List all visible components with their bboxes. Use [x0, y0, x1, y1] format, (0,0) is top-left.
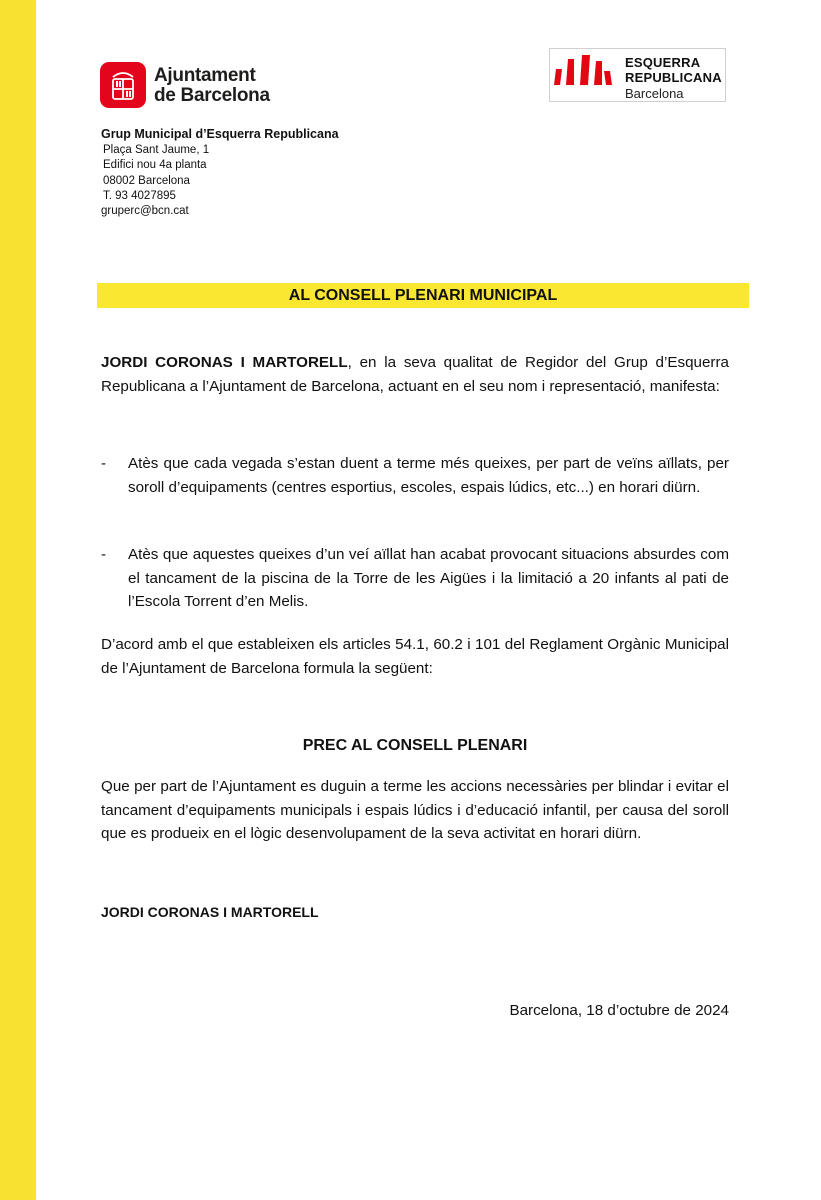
- erc-city: Barcelona: [625, 86, 684, 101]
- bullet-item: [101, 452, 729, 499]
- ajuntament-wordmark: [154, 66, 270, 106]
- signature-name: JORDI CORONAS I MARTORELL: [101, 904, 319, 920]
- document-date: Barcelona, 18 d’octubre de 2024: [509, 1002, 729, 1019]
- ajuntament-logo: [100, 62, 300, 110]
- ajuntament-line1: Ajuntament: [154, 65, 256, 86]
- erc-wordmark: [625, 55, 722, 85]
- bullet-text: Atès que aquestes queixes d’un veí aïllat han acabat provocant situacions absurdes com el tancament de la piscina de la Torre de les Aigües i la limitació a 20 infants al pati de l’Escola Torrent d’en Melis.: [128, 546, 729, 610]
- erc-line2: REPUBLICANA: [625, 70, 722, 85]
- address-block: [101, 127, 339, 219]
- address-postal: 08002 Barcelona: [103, 174, 190, 187]
- intro-paragraph: [101, 351, 729, 398]
- group-name: Grup Municipal d’Esquerra Republicana: [101, 127, 339, 141]
- prec-paragraph: Que per part de l’Ajuntament es duguin a terme les accions necessàries per blindar i evitar el tancament d’equipaments municipals i espais lúdics i d’educació infantil, per causa del soroll que es produeix en el lògic desenvolupament de la seva activitat en horari diürn.: [101, 778, 729, 842]
- intro-text: , en la seva qualitat de Regidor del Grup d’Esquerra Republicana a l’Ajuntament de Barcelona, actuant en el seu nom i representació, manifesta:: [101, 354, 729, 395]
- address-phone: T. 93 4027895: [103, 189, 176, 202]
- address-email: gruperc@bcn.cat: [101, 205, 189, 218]
- address-building: Edifici nou 4a planta: [103, 159, 207, 172]
- bullet-dash: -: [101, 455, 107, 472]
- bullet-text: Atès que cada vegada s’estan duent a terme més queixes, per part de veïns aïllats, per soroll d’equipaments (centres esportius, escoles, espais lúdics, etc...) en horari diürn.: [128, 455, 729, 496]
- document-heading: AL CONSELL PLENARI MUNICIPAL: [97, 283, 749, 308]
- erc-bars-icon: [550, 51, 620, 95]
- intro-name: JORDI CORONAS I MARTORELL: [101, 354, 348, 371]
- ajuntament-line2: de Barcelona: [154, 85, 270, 106]
- ajuntament-emblem-icon: [100, 62, 146, 108]
- bullet-dash: -: [101, 546, 107, 563]
- yellow-side-stripe: [0, 0, 36, 1200]
- agreement-paragraph: D’acord amb el que estableixen els articles 54.1, 60.2 i 101 del Reglament Orgànic Municipal de l’Ajuntament de Barcelona formula la següent:: [101, 636, 729, 677]
- prec-title: PREC AL CONSELL PLENARI: [302, 737, 528, 754]
- erc-logo: [549, 48, 726, 102]
- erc-line1: ESQUERRA: [625, 55, 701, 70]
- bullet-item: [101, 543, 729, 614]
- address-street: Plaça Sant Jaume, 1: [103, 144, 210, 157]
